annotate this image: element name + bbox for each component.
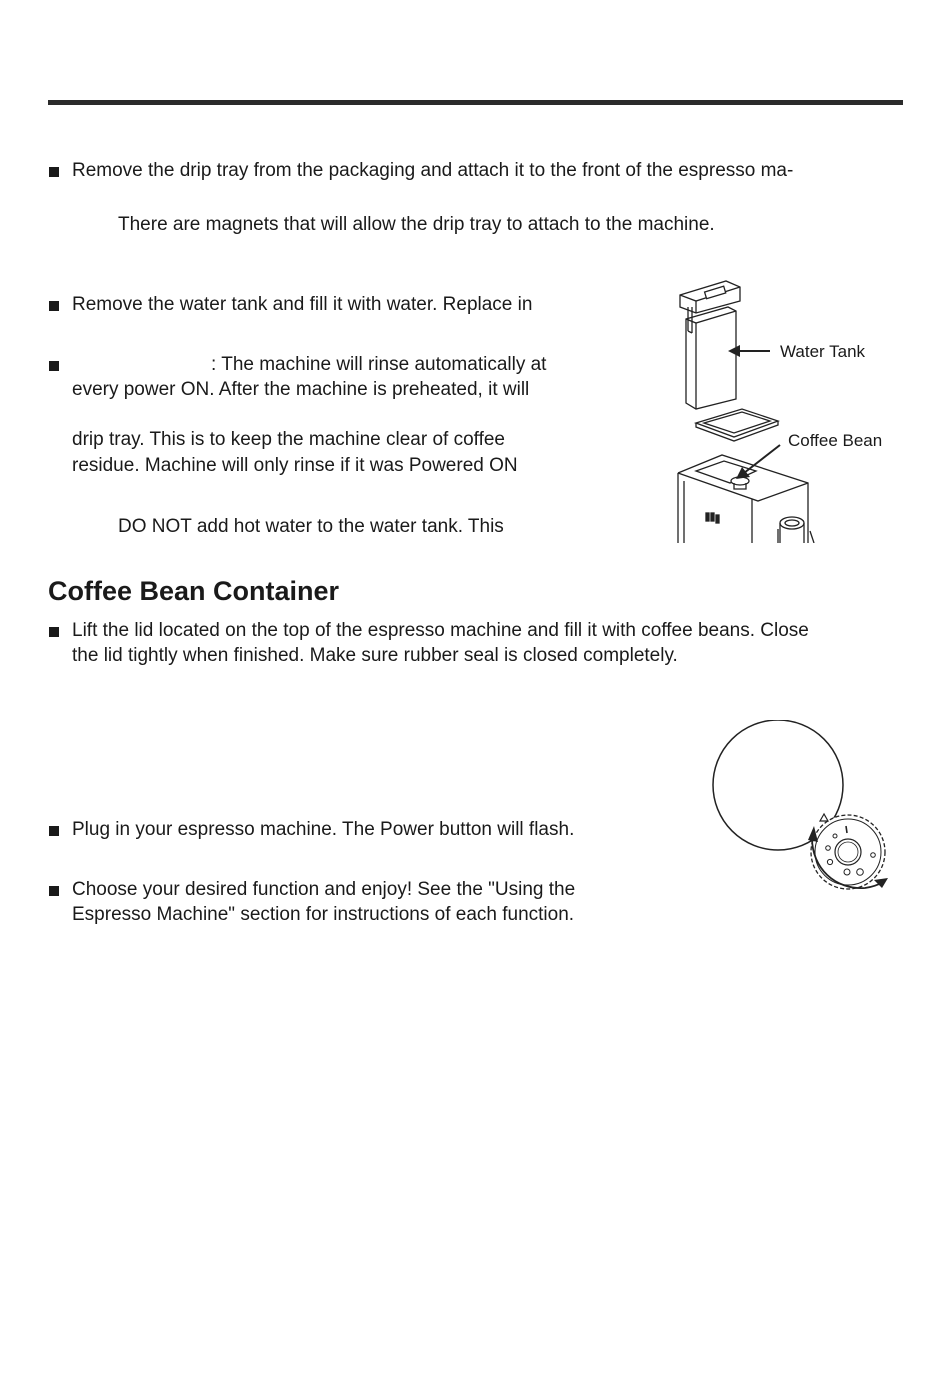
- rinse-line-4: residue. Machine will only rinse if it was Powered ON: [72, 455, 518, 476]
- header-rule: [48, 100, 903, 105]
- section-title: Coffee Bean Container: [48, 576, 340, 606]
- rinse-line-3: drip tray. This is to keep the machine clear of coffee: [72, 429, 506, 450]
- bullet-choose-function: [49, 886, 59, 896]
- water-tank-instruction: Remove the water tank and fill it with water. Replace in: [72, 294, 533, 315]
- water-tank-diagram: [660, 275, 830, 543]
- plug-in-instruction: Plug in your espresso machine. The Power button will flash.: [72, 819, 575, 840]
- drip-tray-note: There are magnets that will allow the drip tray to attach to the machine.: [118, 214, 715, 235]
- rinse-line-1: : The machine will rinse automatically at: [211, 354, 547, 375]
- rinse-warning: DO NOT add hot water to the water tank. This: [118, 516, 504, 537]
- bullet-rinse: [49, 361, 59, 371]
- bullet-plug-in: [49, 826, 59, 836]
- lift-lid-line-2: the lid tightly when finished. Make sure rubber seal is closed completely.: [72, 645, 678, 666]
- drip-tray-instruction: Remove the drip tray from the packaging and attach it to the front of the espresso ma-: [72, 160, 794, 181]
- bullet-water-tank: [49, 301, 59, 311]
- label-water-tank: Water Tank: [780, 342, 866, 361]
- bullet-drip-tray: [49, 167, 59, 177]
- lift-lid-line-1: Lift the lid located on the top of the espresso machine and fill it with coffee beans. Close: [72, 620, 809, 641]
- bullet-lift-lid: [49, 627, 59, 637]
- rinse-line-2: every power ON. After the machine is preheated, it will: [72, 379, 530, 400]
- choose-line-1: Choose your desired function and enjoy! See the "Using the: [72, 879, 576, 900]
- choose-line-2: Espresso Machine" section for instructions of each function.: [72, 904, 575, 925]
- label-coffee-bean: Coffee Bean: [788, 431, 883, 450]
- grind-dial-diagram: [700, 720, 900, 895]
